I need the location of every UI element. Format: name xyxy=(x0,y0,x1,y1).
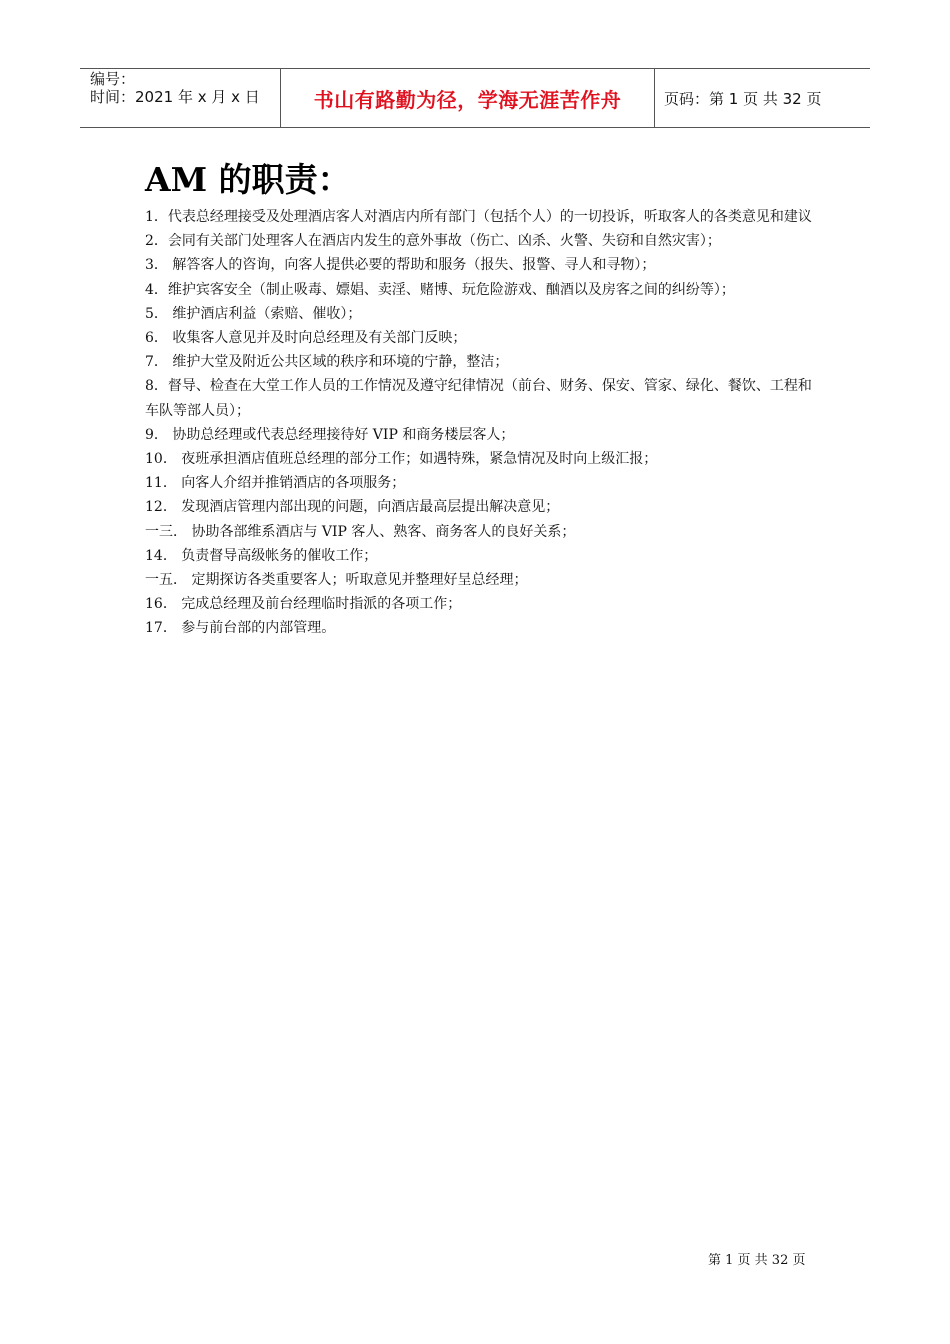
duty-item: 7． 维护大堂及附近公共区域的秩序和环境的宁静，整洁； xyxy=(145,354,509,371)
document-number-label: 编号： xyxy=(90,70,136,88)
duty-item: 一三． 协助各部维系酒店与 VIP 客人、熟客、商务客人的良好关系； xyxy=(145,523,576,540)
duty-item: 一五． 定期探访各类重要客人；听取意见并整理好呈总经理； xyxy=(145,572,528,589)
duty-item: 12． 发现酒店管理内部出现的问题，向酒店最高层提出解决意见； xyxy=(145,499,560,516)
duty-item: 4．维护宾客安全（制止吸毒、嫖娼、卖淫、赌博、玩危险游戏、酗酒以及房客之间的纠纷等）； xyxy=(145,281,735,298)
page-header xyxy=(80,68,870,128)
duty-item: 5． 维护酒店利益（索赔、催收）； xyxy=(145,305,362,322)
header-page-info: 页码：第 1 页 共 32 页 xyxy=(664,89,822,108)
duty-item: 11． 向客人介绍并推销酒店的各项服务； xyxy=(145,475,406,492)
document-title: AM 的职责： xyxy=(145,160,351,199)
header-motto-cell xyxy=(281,69,655,127)
duty-item: 2．会同有关部门处理客人在酒店内发生的意外事故（伤亡、凶杀、火警、失窃和自然灾害）； xyxy=(145,233,721,250)
duty-item: 1．代表总经理接受及处理酒店客人对酒店内所有部门（包括个人）的一切投诉，听取客人的各类意见和建议 xyxy=(145,209,812,225)
duty-item: 9． 协助总经理或代表总经理接待好 VIP 和商务楼层客人； xyxy=(145,426,515,443)
duty-item: 6． 收集客人意见并及时向总经理及有关部门反映； xyxy=(145,330,467,347)
page-footer: 第 1 页 共 32 页 xyxy=(708,1253,806,1268)
duty-item: 16． 完成总经理及前台经理临时指派的各项工作； xyxy=(145,596,462,613)
header-meta xyxy=(80,69,281,127)
duties-list xyxy=(145,205,825,641)
header-motto: 书山有路勤为径，学海无涯苦作舟 xyxy=(313,87,622,112)
duty-item: 8．督导、检查在大堂工作人员的工作情况及遵守纪律情况（前台、财务、保安、管家、绿化、餐饮、工程和车队等部人员）； xyxy=(145,378,812,419)
duty-item: 10． 夜班承担酒店值班总经理的部分工作；如遇特殊，紧急情况及时向上级汇报； xyxy=(145,451,658,468)
duty-item: 14． 负责督导高级帐务的催收工作； xyxy=(145,547,378,564)
document-date-label: 时间：2021 年 x 月 x 日 xyxy=(90,88,260,106)
duty-item: 17． 参与前台部的内部管理。 xyxy=(145,620,336,637)
duty-item: 3． 解答客人的咨询，向客人提供必要的帮助和服务（报失、报警、寻人和寻物）； xyxy=(145,257,656,274)
